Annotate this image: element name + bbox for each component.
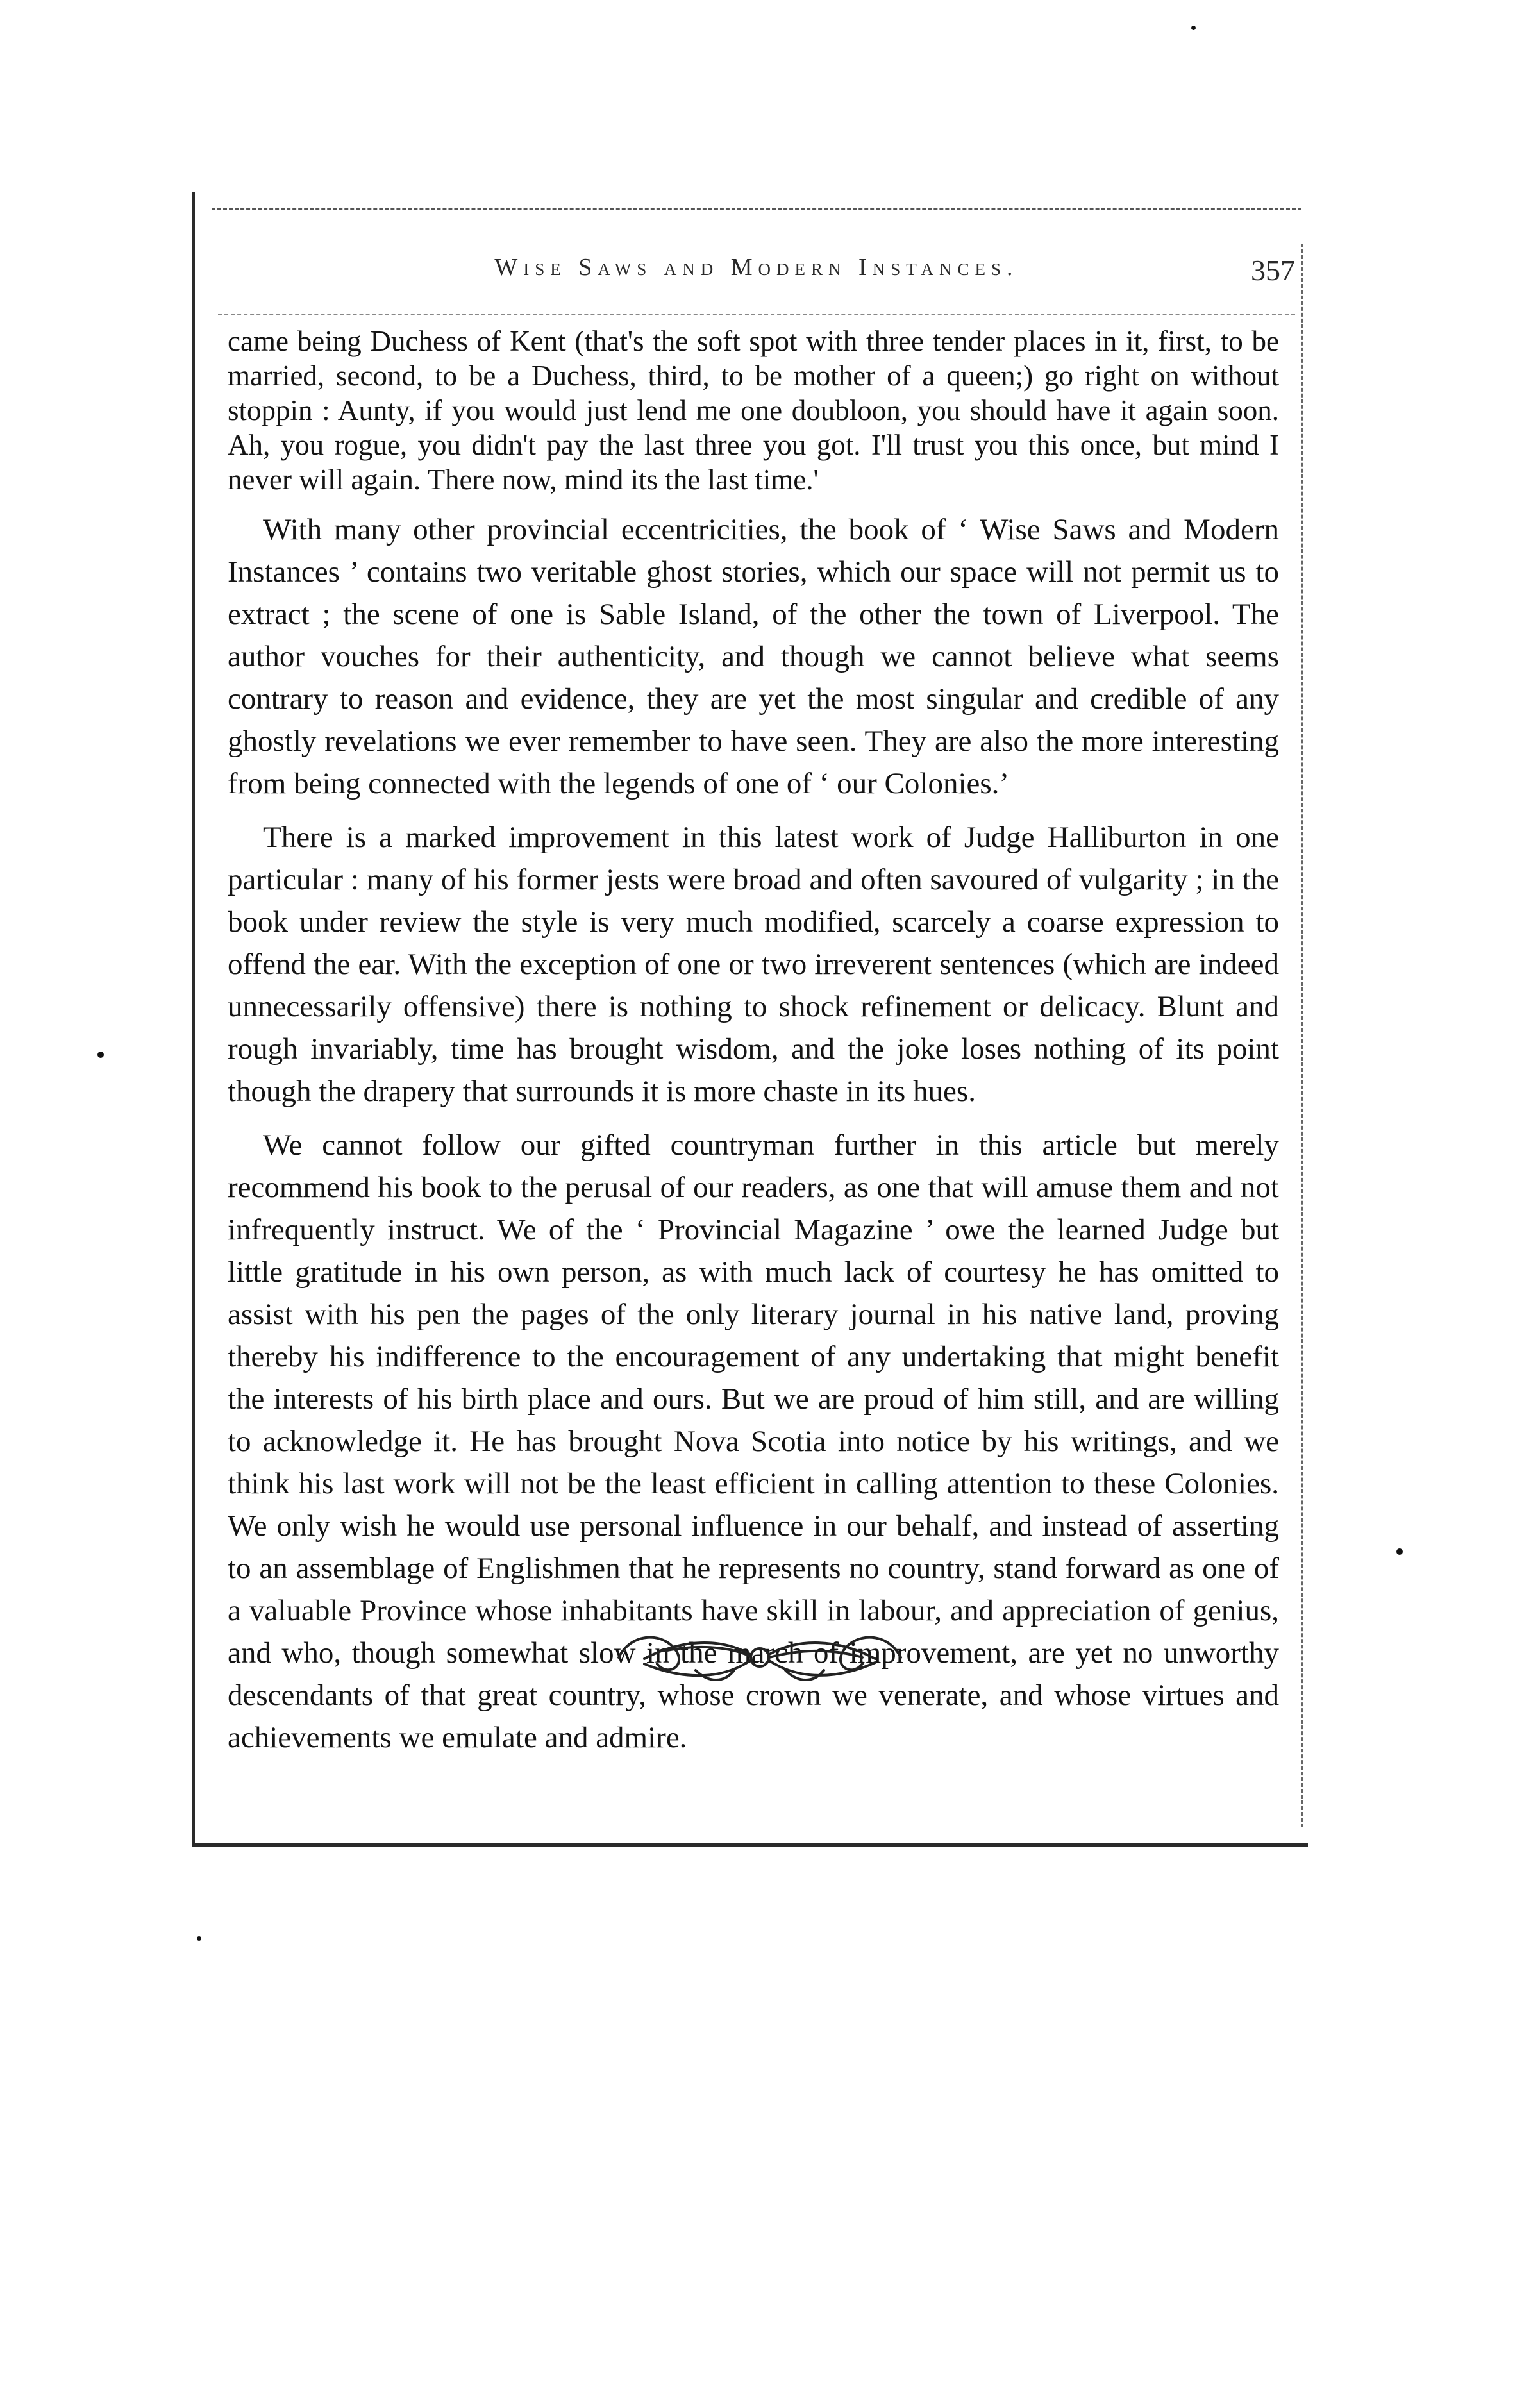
scan-speck bbox=[97, 1052, 104, 1058]
scan-speck bbox=[1191, 26, 1196, 30]
scan-speck bbox=[1396, 1548, 1403, 1555]
paragraph-2: With many other provincial eccentricities, the book of ‘ Wise Saws and Modern Instances ’ contains two veritable ghost stories, which our space will not permit us to extract ; the scene of one is Sable Island, of the other the town of Liverpool. The author vouches for their authenticity, and though we cannot believe what seems contrary to reason and evidence, they are yet the most singular and credible of any ghostly revelations we ever remember to have seen. They are also the more interesting from being connected with the legends of one of ‘ our Colonies.’ bbox=[228, 513, 1279, 800]
paragraph-1: came being Duchess of Kent (that's the soft spot with three tender places in it, first, to be married, second, to be a Duchess, third, to be mother of a queen;) go right on without stoppin : Aunty, if you would just lend me one doubloon, you should have it again soon. Ah, you rogue, you didn't pay the last three you got. I'll trust you this once, but mind I never will again. There now, mind its the last time.' bbox=[228, 325, 1279, 496]
scroll-flourish-icon bbox=[606, 1619, 914, 1690]
running-title: Wise Saws and Modern Instances. bbox=[494, 254, 1019, 281]
article-text bbox=[228, 324, 1279, 1759]
paragraph-3: There is a marked improvement in this latest work of Judge Halliburton in one particular : many of his former jests were broad and often savoured of vulgarity ; in the book under review the style is very much modified, scarcely a coarse expression to offend the ear. With the exception of one or two irreverent sentences (which are indeed unnecessarily offensive) there is nothing to shock refinement or delicacy. Blunt and rough invariably, time has brought wisdom, and the joke loses nothing of its point though the drapery that surrounds it is more chaste in its hues. bbox=[228, 821, 1279, 1108]
running-head bbox=[218, 253, 1295, 292]
scan-speck bbox=[197, 1936, 201, 1941]
frame-top-rule bbox=[212, 208, 1301, 210]
frame-right-rule bbox=[1301, 244, 1303, 1827]
page-number: 357 bbox=[1251, 254, 1295, 287]
paragraph-4: We cannot follow our gifted countryman further in this article but merely recommend his book to the perusal of our readers, as one that will amuse them and not infrequently instruct. We of the ‘ Provincial Magazine ’ owe the learned Judge but little gratitude in his own person, as with much lack of courtesy he has omitted to assist with his pen the pages of the only literary journal in his native land, proving thereby his indifference to the encouragement of any undertaking that might benefit the interests of his birth place and ours. But we are proud of him still, and are willing to acknowledge it. He has brought Nova Scotia into notice by his writings, and we think his last work will not be the least efficient in calling attention to these Colonies. We only wish he would use personal influence in our behalf, and instead of asserting to an assemblage of Englishmen that he represents no country, stand forward as one of a valuable Province whose inhabitants have skill in labour, and appreciation of genius, and who, though somewhat slow in the march of improvement, are yet no unworthy descendants of that great country, whose crown we venerate, and whose virtues and achievements we emulate and admire. bbox=[228, 1128, 1279, 1754]
header-rule bbox=[218, 314, 1295, 315]
